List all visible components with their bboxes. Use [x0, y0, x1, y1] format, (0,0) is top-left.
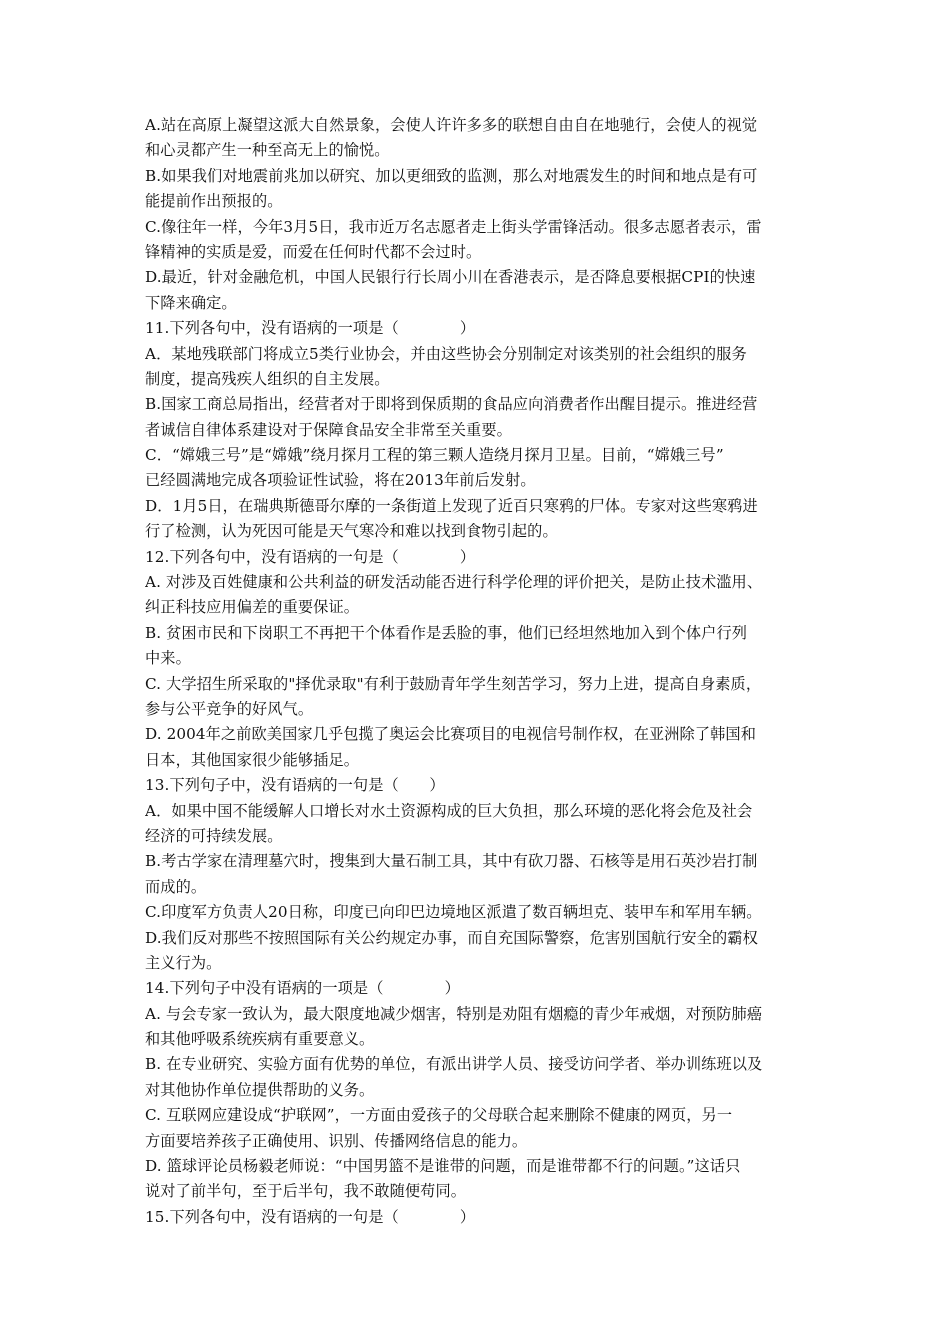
option-11b-line-1: B.国家工商总局指出，经营者对于即将到保质期的食品应向消费者作出醒目提示。推进经营 — [145, 395, 758, 414]
option-13a-line-1: A．如果中国不能缓解人口增长对水土资源构成的巨大负担，那么环境的恶化将会危及社会 — [145, 801, 753, 820]
option-14a-line-1: A. 与会专家一致认为，最大限度地减少烟害，特别是劝阻有烟瘾的青少年戒烟，对预防肺癌 — [145, 1004, 763, 1023]
question-13-stem: 13.下列句子中，没有语病的一句是（ ） — [145, 776, 445, 795]
option-12b-line-1: B. 贫困市民和下岗职工不再把干个体看作是丢脸的事，他们已经坦然地加入到个体户行列 — [145, 623, 748, 642]
option-10b-line-1: B.如果我们对地震前兆加以研究、加以更细致的监测，那么对地震发生的时间和地点是有可 — [145, 166, 758, 185]
option-12d-line-2: 日本，其他国家很少能够插足。 — [145, 750, 360, 769]
option-14d-line-1: D. 篮球评论员杨毅老师说：“中国男篮不是谁带的问题，而是谁带都不行的问题。”这话只 — [145, 1157, 741, 1176]
question-11-stem: 11.下列各句中，没有语病的一项是（ ） — [145, 319, 476, 338]
option-12c-line-2: 参与公平竞争的好风气。 — [145, 699, 314, 718]
option-10d-line-2: 下降来确定。 — [145, 293, 237, 312]
option-14b-line-2: 对其他协作单位提供帮助的义务。 — [145, 1080, 375, 1099]
option-14d-line-2: 说对了前半句，至于后半句，我不敢随便苟同。 — [145, 1182, 467, 1201]
option-12b-line-2: 中来。 — [145, 649, 191, 668]
question-12-stem: 12.下列各句中，没有语病的一句是（ ） — [145, 547, 476, 566]
option-11c-line-2: 已经圆满地完成各项验证性试验，将在2013年前后发射。 — [145, 471, 536, 490]
option-11d-line-1: D．1月5日，在瑞典斯德哥尔摩的一条街道上发现了近百只寒鸦的尸体。专家对这些寒鸦进 — [145, 496, 758, 515]
option-11d-line-2: 行了检测，认为死因可能是天气寒冷和难以找到食物引起的。 — [145, 522, 558, 541]
option-10b-line-2: 能提前作出预报的。 — [145, 192, 283, 211]
option-11a-line-2: 制度，提高残疾人组织的自主发展。 — [145, 369, 390, 388]
option-10a-line-1: A.站在高原上凝望这派大自然景象，会使人许许多多的联想自由自在地驰行，会使人的视觉 — [145, 116, 758, 134]
document-page — [145, 113, 815, 1230]
option-13b-line-1: B.考古学家在清理墓穴时，搜集到大量石制工具，其中有砍刀器、石核等是用石英沙岩打制 — [145, 852, 758, 871]
option-13c-line-1: C.印度军方负责人20日称，印度已向印巴边境地区派遣了数百辆坦克、装甲车和军用车辆。 — [145, 903, 762, 922]
option-11c-line-1: C．“嫦娥三号”是“嫦娥”绕月探月工程的第三颗人造绕月探月卫星。目前，“嫦娥三号” — [145, 446, 724, 465]
option-10c-line-1: C.像往年一样，今年3月5日，我市近万名志愿者走上街头学雷锋活动。很多志愿者表示，雷 — [145, 217, 762, 236]
option-13b-line-2: 而成的。 — [145, 877, 207, 896]
option-13d-line-2: 主义行为。 — [145, 953, 222, 972]
option-14c-line-1: C. 互联网应建设成“护联网”，一方面由爱孩子的父母联合起来删除不健康的网页，另一 — [145, 1106, 733, 1125]
question-15-stem: 15.下列各句中，没有语病的一句是（ ） — [145, 1207, 476, 1226]
option-12c-line-1: C. 大学招生所采取的"择优录取"有利于鼓励青年学生刻苦学习，努力上进，提高自身素质， — [145, 674, 762, 693]
option-13d-line-1: D.我们反对那些不按照国际有关公约规定办事，而自充国际警察，危害别国航行安全的霸权 — [145, 928, 758, 947]
option-14c-line-2: 方面要培养孩子正确使用、识别、传播网络信息的能力。 — [145, 1131, 528, 1150]
option-13a-line-2: 经济的可持续发展。 — [145, 826, 283, 845]
option-14b-line-1: B. 在专业研究、实验方面有优势的单位，有派出讲学人员、接受访问学者、举办训练班以及 — [145, 1055, 763, 1074]
option-12a-line-1: A. 对涉及百姓健康和公共利益的研发活动能否进行科学伦理的评价把关，是防止技术滥用、 — [145, 573, 763, 592]
option-11a-line-1: A．某地残联部门将成立5类行业协会，并由这些协会分别制定对该类别的社会组织的服务 — [145, 344, 747, 363]
option-12d-line-1: D. 2004年之前欧美国家几乎包揽了奥运会比赛项目的电视信号制作权，在亚洲除了韩国和 — [145, 725, 756, 744]
option-10d-line-1: D.最近，针对金融危机，中国人民银行行长周小川在香港表示，是否降息要根据CPI的快速 — [145, 268, 756, 287]
option-14a-line-2: 和其他呼吸系统疾病有重要意义。 — [145, 1030, 375, 1049]
option-10a-line-2: 和心灵都产生一种至高无上的愉悦。 — [145, 141, 390, 160]
option-12a-line-2: 纠正科技应用偏差的重要保证。 — [145, 598, 360, 617]
option-11b-line-2: 者诚信自律体系建设对于保障食品安全非常至关重要。 — [145, 420, 512, 439]
question-14-stem: 14.下列句子中没有语病的一项是（ ） — [145, 979, 460, 998]
option-10c-line-2: 锋精神的实质是爱，而爱在任何时代都不会过时。 — [145, 242, 482, 261]
